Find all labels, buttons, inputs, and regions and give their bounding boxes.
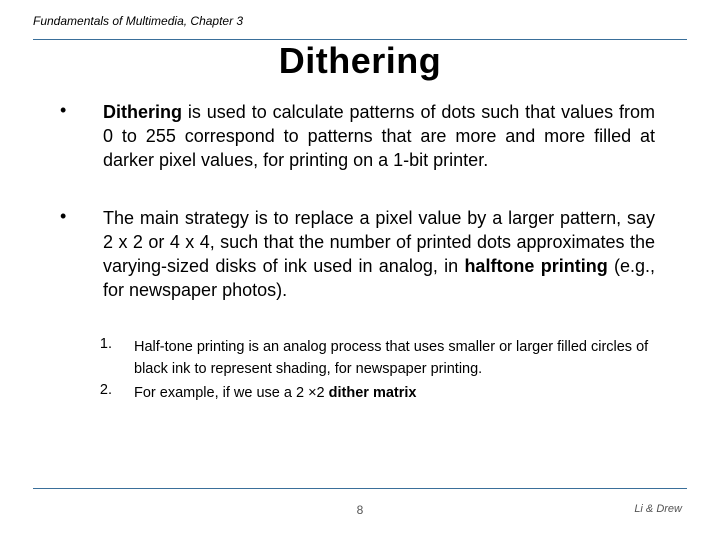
- bold-term: dither matrix: [328, 385, 417, 401]
- bullet-dithering-definition: [103, 100, 655, 172]
- list-number: 2.: [99, 382, 112, 398]
- numbered-item-halftone: Half-tone printing is an analog process that uses smaller or larger filled circles of black ink to represent shading, for newspaper printing.: [134, 339, 649, 377]
- bullet-text-end: (e.g., for newspaper photos).: [103, 256, 656, 300]
- bullet-main-strategy: [103, 206, 655, 302]
- bullet-marker: •: [60, 206, 67, 226]
- bold-term: Dithering: [103, 102, 182, 122]
- footer-authors: Li & Drew: [634, 503, 682, 515]
- page-number: 8: [356, 503, 364, 517]
- bullet-text: The main strategy is to replace a pixel value by a larger pattern, say 2 x 2 or 4 x 4, such that the number of printed dots approximates the varying-sized disks of ink used in analog, in: [103, 208, 655, 276]
- slide-title: Dithering: [278, 40, 442, 81]
- chapter-header: Fundamentals of Multimedia, Chapter 3: [33, 14, 244, 28]
- bold-term: halftone printing: [464, 256, 608, 276]
- bullet-marker: •: [60, 100, 67, 120]
- list-number: 1.: [99, 336, 112, 352]
- numbered-item-example: [134, 382, 664, 404]
- footer-divider: [33, 488, 687, 489]
- bullet-text: is used to calculate patterns of dots such that values from 0 to 255 correspond to patterns that are more and more filled at darker pixel values, for printing on a 1-bit printer.: [103, 102, 655, 170]
- item-text: For example, if we use a 2 ×2: [134, 385, 329, 401]
